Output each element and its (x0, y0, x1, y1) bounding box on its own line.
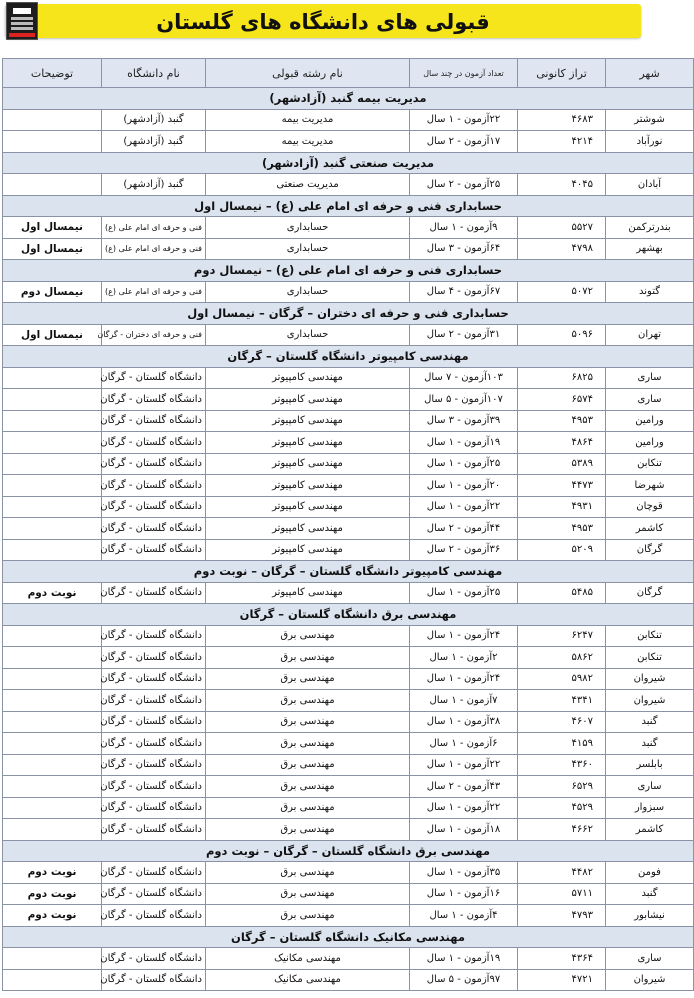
cell-university: دانشگاه گلستان - گرگان (102, 432, 206, 454)
cell-score: ۵۰۹۶ (518, 324, 606, 346)
cell-notes (3, 174, 102, 196)
cell-university: دانشگاه گلستان - گرگان (102, 539, 206, 561)
section-title: حسابداری فنی و حرفه ای دختران – گرگان – نیمسال اول (3, 303, 694, 325)
cell-major: مهندسی برق (206, 625, 410, 647)
cell-attempts: ۴۴آزمون - ۲ سال (410, 518, 518, 540)
cell-score: ۵۹۸۲ (518, 668, 606, 690)
table-row (3, 625, 694, 647)
table-row (3, 647, 694, 669)
section-header-row (3, 152, 694, 174)
cell-university: دانشگاه گلستان - گرگان (102, 754, 206, 776)
cell-score: ۵۳۸۹ (518, 453, 606, 475)
cell-city: آبادان (606, 174, 694, 196)
cell-major: مهندسی برق (206, 797, 410, 819)
table-row (3, 969, 694, 991)
section-title: مهندسی برق دانشگاه گلستان – گرگان – نوبت دوم (3, 840, 694, 862)
cell-attempts: ۱۹آزمون - ۱ سال (410, 432, 518, 454)
section-title: مهندسی برق دانشگاه گلستان – گرگان (3, 604, 694, 626)
cell-city: گرگان (606, 539, 694, 561)
cell-notes (3, 389, 102, 411)
cell-university: دانشگاه گلستان - گرگان (102, 647, 206, 669)
cell-city: سبزوار (606, 797, 694, 819)
table-row (3, 475, 694, 497)
table-row (3, 905, 694, 927)
section-title: مهندسی کامپیوتر دانشگاه گلستان – گرگان – نوبت دوم (3, 561, 694, 583)
section-header-row (3, 561, 694, 583)
cell-city: ساری (606, 367, 694, 389)
cell-major: مهندسی برق (206, 819, 410, 841)
table-row (3, 862, 694, 884)
cell-major: مهندسی کامپیوتر (206, 518, 410, 540)
cell-attempts: ۲۲آزمون - ۱ سال (410, 797, 518, 819)
cell-attempts: ۱۸آزمون - ۱ سال (410, 819, 518, 841)
cell-score: ۴۶۰۷ (518, 711, 606, 733)
cell-major: مهندسی کامپیوتر (206, 539, 410, 561)
table-row (3, 281, 694, 303)
cell-university: فنی و حرفه ای امام علی (ع) (102, 217, 206, 239)
cell-city: شهرضا (606, 475, 694, 497)
cell-major: حسابداری (206, 217, 410, 239)
cell-attempts: ۱۰۳آزمون - ۷ سال (410, 367, 518, 389)
cell-major: مهندسی برق (206, 711, 410, 733)
cell-city: ورامین (606, 410, 694, 432)
cell-score: ۴۶۸۳ (518, 109, 606, 131)
cell-city: تنکابن (606, 647, 694, 669)
cell-score: ۴۳۴۱ (518, 690, 606, 712)
cell-attempts: ۱۰۷آزمون - ۵ سال (410, 389, 518, 411)
cell-major: مهندسی برق (206, 668, 410, 690)
table-row (3, 776, 694, 798)
cell-notes (3, 690, 102, 712)
cell-university: دانشگاه گلستان - گرگان (102, 410, 206, 432)
cell-university: دانشگاه گلستان - گرگان (102, 668, 206, 690)
logo-icon (6, 2, 38, 40)
cell-score: ۴۸۶۴ (518, 432, 606, 454)
cell-score: ۵۰۷۲ (518, 281, 606, 303)
cell-attempts: ۱۷آزمون - ۲ سال (410, 131, 518, 153)
title-bar (5, 4, 641, 38)
section-header-row (3, 195, 694, 217)
section-title: مدیریت بیمه گنبد (آزادشهر) (3, 88, 694, 110)
section-title: مدیریت صنعتی گنبد (آزادشهر) (3, 152, 694, 174)
table-row (3, 453, 694, 475)
cell-attempts: ۳۹آزمون - ۳ سال (410, 410, 518, 432)
cell-city: ساری (606, 389, 694, 411)
cell-university: گنبد (آزادشهر) (102, 109, 206, 131)
cell-university: دانشگاه گلستان - گرگان (102, 711, 206, 733)
cell-city: فومن (606, 862, 694, 884)
table-row (3, 238, 694, 260)
cell-attempts: ۲۲آزمون - ۱ سال (410, 496, 518, 518)
cell-score: ۴۷۲۱ (518, 969, 606, 991)
table-row (3, 131, 694, 153)
cell-notes (3, 475, 102, 497)
cell-major: حسابداری (206, 238, 410, 260)
cell-major: حسابداری (206, 324, 410, 346)
cell-city: گنبد (606, 711, 694, 733)
cell-city: کاشمر (606, 819, 694, 841)
cell-attempts: ۲۴آزمون - ۱ سال (410, 625, 518, 647)
cell-score: ۴۳۶۴ (518, 948, 606, 970)
cell-major: مدیریت بیمه (206, 109, 410, 131)
cell-attempts: ۷آزمون - ۱ سال (410, 690, 518, 712)
cell-notes (3, 539, 102, 561)
cell-notes (3, 109, 102, 131)
cell-city: نیشابور (606, 905, 694, 927)
cell-attempts: ۱۹آزمون - ۱ سال (410, 948, 518, 970)
cell-major: مهندسی مکانیک (206, 948, 410, 970)
table-row (3, 668, 694, 690)
cell-score: ۴۹۵۳ (518, 518, 606, 540)
cell-city: گتوند (606, 281, 694, 303)
cell-city: گرگان (606, 582, 694, 604)
cell-attempts: ۹۷آزمون - ۵ سال (410, 969, 518, 991)
cell-attempts: ۲۵آزمون - ۲ سال (410, 174, 518, 196)
table-row (3, 518, 694, 540)
cell-score: ۶۵۲۹ (518, 776, 606, 798)
cell-notes (3, 711, 102, 733)
cell-score: ۴۹۳۱ (518, 496, 606, 518)
cell-university: دانشگاه گلستان - گرگان (102, 367, 206, 389)
cell-notes (3, 518, 102, 540)
cell-score: ۵۷۱۱ (518, 883, 606, 905)
table-row (3, 754, 694, 776)
cell-university: دانشگاه گلستان - گرگان (102, 969, 206, 991)
cell-notes (3, 367, 102, 389)
section-header-row (3, 604, 694, 626)
header-score: تراز کانونی (518, 59, 606, 88)
cell-university: گنبد (آزادشهر) (102, 131, 206, 153)
table-row (3, 432, 694, 454)
cell-attempts: ۲۵آزمون - ۱ سال (410, 453, 518, 475)
section-title: حسابداری فنی و حرفه ای امام علی (ع) – نیمسال اول (3, 195, 694, 217)
cell-major: مهندسی مکانیک (206, 969, 410, 991)
cell-university: دانشگاه گلستان - گرگان (102, 862, 206, 884)
table-row (3, 797, 694, 819)
table-row (3, 389, 694, 411)
cell-score: ۴۴۸۲ (518, 862, 606, 884)
cell-city: شیروان (606, 969, 694, 991)
table-row (3, 733, 694, 755)
cell-city: بهشهر (606, 238, 694, 260)
cell-university: دانشگاه گلستان - گرگان (102, 389, 206, 411)
cell-major: مهندسی برق (206, 647, 410, 669)
cell-notes (3, 948, 102, 970)
admissions-table (2, 58, 694, 991)
cell-major: مهندسی کامپیوتر (206, 410, 410, 432)
cell-major: حسابداری (206, 281, 410, 303)
cell-major: مهندسی برق (206, 883, 410, 905)
cell-score: ۴۴۷۳ (518, 475, 606, 497)
table-body (3, 88, 694, 991)
cell-notes (3, 647, 102, 669)
cell-score: ۵۸۶۲ (518, 647, 606, 669)
cell-city: تهران (606, 324, 694, 346)
cell-city: قوچان (606, 496, 694, 518)
cell-attempts: ۱۶آزمون - ۱ سال (410, 883, 518, 905)
cell-attempts: ۲۲آزمون - ۱ سال (410, 109, 518, 131)
cell-university: دانشگاه گلستان - گرگان (102, 733, 206, 755)
header-attempts: تعداد آزمون در چند سال (410, 59, 518, 88)
table-row (3, 883, 694, 905)
table-row (3, 109, 694, 131)
cell-score: ۴۱۵۹ (518, 733, 606, 755)
section-title: مهندسی مکانیک دانشگاه گلستان – گرگان (3, 926, 694, 948)
cell-score: ۶۲۴۷ (518, 625, 606, 647)
cell-score: ۶۵۷۴ (518, 389, 606, 411)
cell-notes (3, 625, 102, 647)
cell-city: گنبد (606, 883, 694, 905)
cell-notes: نیمسال اول (3, 324, 102, 346)
cell-notes: نوبت دوم (3, 582, 102, 604)
table-row (3, 539, 694, 561)
cell-notes (3, 969, 102, 991)
cell-university: دانشگاه گلستان - گرگان (102, 797, 206, 819)
cell-major: مهندسی کامپیوتر (206, 432, 410, 454)
cell-city: شوشتر (606, 109, 694, 131)
cell-score: ۵۴۸۵ (518, 582, 606, 604)
cell-city: بندرترکمن (606, 217, 694, 239)
table-row (3, 948, 694, 970)
cell-city: شیروان (606, 690, 694, 712)
cell-major: مهندسی برق (206, 862, 410, 884)
cell-attempts: ۲۰آزمون - ۱ سال (410, 475, 518, 497)
table-row (3, 410, 694, 432)
table-row (3, 819, 694, 841)
cell-score: ۴۷۹۸ (518, 238, 606, 260)
cell-city: ساری (606, 948, 694, 970)
cell-notes (3, 668, 102, 690)
cell-attempts: ۳۱آزمون - ۲ سال (410, 324, 518, 346)
cell-major: مهندسی برق (206, 754, 410, 776)
cell-attempts: ۲۲آزمون - ۱ سال (410, 754, 518, 776)
cell-university: دانشگاه گلستان - گرگان (102, 475, 206, 497)
cell-notes (3, 453, 102, 475)
cell-city: تنکابن (606, 453, 694, 475)
cell-score: ۴۳۶۰ (518, 754, 606, 776)
cell-major: مهندسی برق (206, 776, 410, 798)
cell-major: مدیریت صنعتی (206, 174, 410, 196)
cell-notes (3, 797, 102, 819)
section-title: حسابداری فنی و حرفه ای امام علی (ع) – نیمسال دوم (3, 260, 694, 282)
cell-attempts: ۶۷آزمون - ۴ سال (410, 281, 518, 303)
cell-notes (3, 754, 102, 776)
header-major: نام رشته قبولی (206, 59, 410, 88)
cell-notes: نوبت دوم (3, 862, 102, 884)
cell-notes (3, 131, 102, 153)
cell-attempts: ۳۵آزمون - ۱ سال (410, 862, 518, 884)
cell-attempts: ۴۳آزمون - ۲ سال (410, 776, 518, 798)
header-university: نام دانشگاه (102, 59, 206, 88)
cell-city: بابلسر (606, 754, 694, 776)
cell-city: شیروان (606, 668, 694, 690)
cell-major: مهندسی برق (206, 690, 410, 712)
cell-university: دانشگاه گلستان - گرگان (102, 496, 206, 518)
cell-university: دانشگاه گلستان - گرگان (102, 582, 206, 604)
cell-university: فنی و حرفه ای امام علی (ع) (102, 238, 206, 260)
cell-major: مهندسی کامپیوتر (206, 453, 410, 475)
section-header-row (3, 346, 694, 368)
title-banner (0, 0, 646, 44)
cell-university: دانشگاه گلستان - گرگان (102, 776, 206, 798)
table-row (3, 174, 694, 196)
cell-attempts: ۴آزمون - ۱ سال (410, 905, 518, 927)
cell-university: دانشگاه گلستان - گرگان (102, 905, 206, 927)
cell-score: ۴۹۵۳ (518, 410, 606, 432)
cell-score: ۴۶۶۲ (518, 819, 606, 841)
cell-attempts: ۹آزمون - ۱ سال (410, 217, 518, 239)
table-row (3, 367, 694, 389)
cell-score: ۴۰۴۵ (518, 174, 606, 196)
cell-university: دانشگاه گلستان - گرگان (102, 948, 206, 970)
cell-notes (3, 776, 102, 798)
cell-city: نورآباد (606, 131, 694, 153)
cell-major: مهندسی برق (206, 733, 410, 755)
cell-attempts: ۲۵آزمون - ۱ سال (410, 582, 518, 604)
cell-university: دانشگاه گلستان - گرگان (102, 518, 206, 540)
cell-notes: نیمسال اول (3, 238, 102, 260)
cell-notes (3, 496, 102, 518)
cell-notes: نیمسال دوم (3, 281, 102, 303)
table-row (3, 582, 694, 604)
header-row (3, 59, 694, 88)
cell-notes (3, 733, 102, 755)
cell-university: فنی و حرفه ای دختران - گرگان (102, 324, 206, 346)
header-notes: توضیحات (3, 59, 102, 88)
cell-score: ۴۵۲۹ (518, 797, 606, 819)
table-row (3, 324, 694, 346)
section-header-row (3, 260, 694, 282)
section-header-row (3, 926, 694, 948)
cell-city: کاشمر (606, 518, 694, 540)
cell-score: ۴۷۹۳ (518, 905, 606, 927)
cell-score: ۴۲۱۴ (518, 131, 606, 153)
cell-notes: نوبت دوم (3, 905, 102, 927)
cell-score: ۵۲۰۹ (518, 539, 606, 561)
cell-major: مهندسی کامپیوتر (206, 496, 410, 518)
section-header-row (3, 840, 694, 862)
cell-major: مهندسی کامپیوتر (206, 582, 410, 604)
cell-notes: نیمسال اول (3, 217, 102, 239)
cell-university: فنی و حرفه ای امام علی (ع) (102, 281, 206, 303)
cell-attempts: ۲۴آزمون - ۱ سال (410, 668, 518, 690)
cell-notes (3, 432, 102, 454)
cell-attempts: ۳۶آزمون - ۲ سال (410, 539, 518, 561)
cell-attempts: ۶۴آزمون - ۳ سال (410, 238, 518, 260)
cell-university: دانشگاه گلستان - گرگان (102, 453, 206, 475)
cell-university: گنبد (آزادشهر) (102, 174, 206, 196)
cell-major: مهندسی کامپیوتر (206, 475, 410, 497)
table-row (3, 711, 694, 733)
cell-university: دانشگاه گلستان - گرگان (102, 819, 206, 841)
cell-attempts: ۲آزمون - ۱ سال (410, 647, 518, 669)
cell-notes (3, 410, 102, 432)
section-title: مهندسی کامپیوتر دانشگاه گلستان – گرگان (3, 346, 694, 368)
table-row (3, 217, 694, 239)
cell-attempts: ۳۸آزمون - ۱ سال (410, 711, 518, 733)
page-title: قبولی های دانشگاه های گلستان (156, 10, 490, 34)
cell-university: دانشگاه گلستان - گرگان (102, 690, 206, 712)
table-row (3, 690, 694, 712)
cell-notes: نوبت دوم (3, 883, 102, 905)
cell-city: گنبد (606, 733, 694, 755)
section-header-row (3, 88, 694, 110)
cell-major: مدیریت بیمه (206, 131, 410, 153)
cell-university: دانشگاه گلستان - گرگان (102, 883, 206, 905)
cell-city: ورامین (606, 432, 694, 454)
cell-notes (3, 819, 102, 841)
cell-university: دانشگاه گلستان - گرگان (102, 625, 206, 647)
header-city: شهر (606, 59, 694, 88)
cell-major: مهندسی برق (206, 905, 410, 927)
cell-score: ۶۸۲۵ (518, 367, 606, 389)
table-row (3, 496, 694, 518)
section-header-row (3, 303, 694, 325)
cell-major: مهندسی کامپیوتر (206, 389, 410, 411)
cell-city: تنکابن (606, 625, 694, 647)
cell-score: ۵۵۲۷ (518, 217, 606, 239)
cell-city: ساری (606, 776, 694, 798)
cell-major: مهندسی کامپیوتر (206, 367, 410, 389)
cell-attempts: ۶آزمون - ۱ سال (410, 733, 518, 755)
